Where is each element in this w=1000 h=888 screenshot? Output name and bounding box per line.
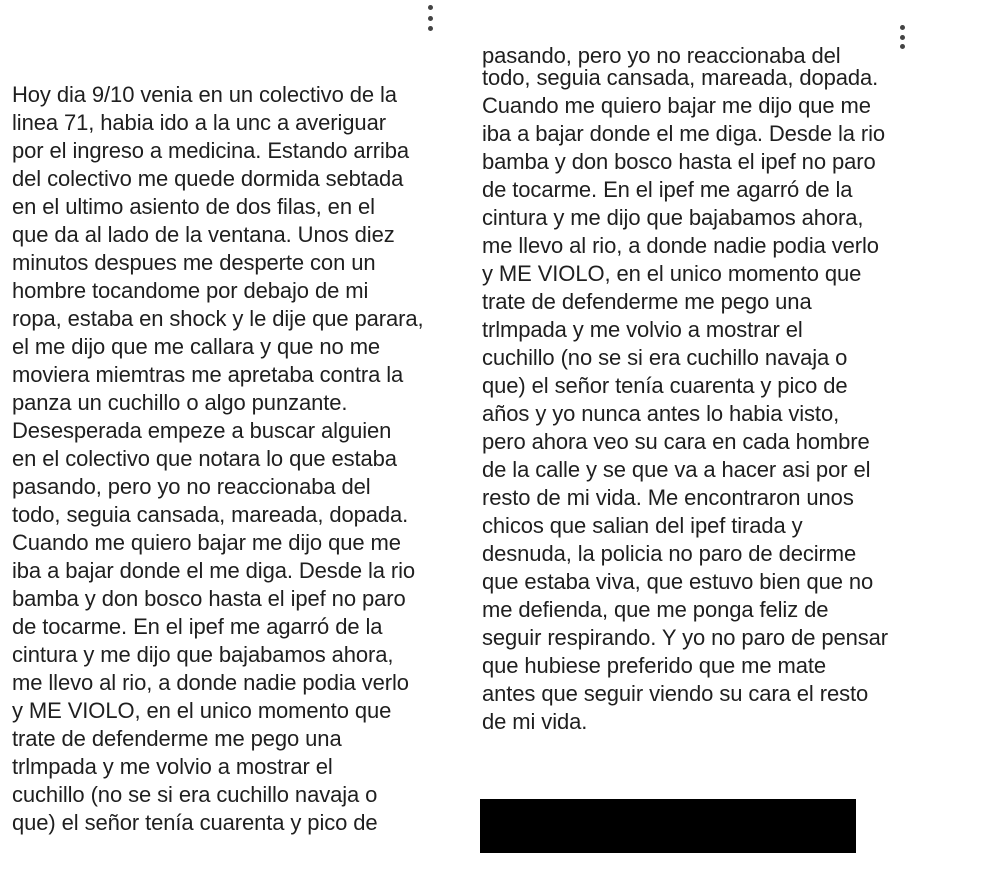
redaction-bar (480, 799, 856, 853)
text-line: resto de mi vida. Me encontraron unos (482, 485, 854, 510)
text-line: de tocarme. En el ipef me agarró de la (12, 614, 383, 639)
text-line: seguir respirando. Y yo no paro de pensar (482, 625, 889, 650)
text-line: todo, seguia cansada, mareada, dopada. (12, 502, 409, 527)
text-line: de mi vida. (482, 709, 588, 734)
text-line: linea 71, habia ido a la unc a averiguar (12, 110, 386, 135)
text-line: el me dijo que me callara y que no me (12, 334, 381, 359)
text-line: trlmpada y me volvio a mostrar el (482, 317, 803, 342)
screenshot-right (470, 0, 1000, 888)
text-line: por el ingreso a medicina. Estando arriba (12, 138, 410, 163)
more-vert-icon[interactable] (423, 5, 437, 31)
text-line: en el colectivo que notara lo que estaba (12, 446, 397, 471)
text-line: del colectivo me quede dormida sebtada (12, 166, 404, 191)
text-line: y ME VIOLO, en el unico momento que (12, 698, 392, 723)
text-line: pero ahora veo su cara en cada hombre (482, 429, 870, 454)
text-line: bamba y don bosco hasta el ipef no paro (12, 586, 406, 611)
text-line: hombre tocandome por debajo de mi (12, 278, 369, 303)
text-line: trlmpada y me volvio a mostrar el (12, 754, 333, 779)
text-line: panza un cuchillo o algo punzante. (12, 390, 348, 415)
text-line: cintura y me dijo que bajabamos ahora, (12, 642, 394, 667)
text-line: chicos que salian del ipef tirada y (482, 513, 803, 538)
text-line: Desesperada empeze a buscar alguien (12, 418, 392, 443)
text-line: que) el señor tenía cuarenta y pico de (12, 810, 378, 835)
text-line: ropa, estaba en shock y le dije que parara, (12, 306, 424, 331)
text-line: y ME VIOLO, en el unico momento que (482, 261, 862, 286)
text-line: moviera miemtras me apretaba contra la (12, 362, 404, 387)
text-line: desnuda, la policia no paro de decirme (482, 541, 857, 566)
message-text-right (482, 43, 982, 756)
text-line: Hoy dia 9/10 venia en un colectivo de la (12, 82, 397, 107)
text-line: me defienda, que me ponga feliz de (482, 597, 829, 622)
text-line: iba a bajar donde el me diga. Desde la rio (12, 558, 416, 583)
message-text-left (12, 81, 462, 835)
text-line: minutos despues me desperte con un (12, 250, 376, 275)
screenshot-left (0, 0, 470, 888)
text-line: que) el señor tenía cuarenta y pico de (482, 373, 848, 398)
text-line: en el ultimo asiento de dos filas, en el (12, 194, 375, 219)
text-line: de la calle y se que va a hacer asi por el (482, 457, 871, 482)
text-line: bamba y don bosco hasta el ipef no paro (482, 149, 876, 174)
text-line: todo, seguia cansada, mareada, dopada. (482, 65, 879, 90)
text-line: Cuando me quiero bajar me dijo que me (482, 93, 871, 118)
text-line: pasando, pero yo no reaccionaba del (12, 474, 371, 499)
text-line: Cuando me quiero bajar me dijo que me (12, 530, 401, 555)
text-line: me llevo al rio, a donde nadie podia verlo (12, 670, 409, 695)
text-line: cuchillo (no se si era cuchillo navaja o (12, 782, 378, 807)
text-line: años y yo nunca antes lo habia visto, (482, 401, 840, 426)
text-line: que da al lado de la ventana. Unos diez (12, 222, 395, 247)
text-line: trate de defenderme me pego una (12, 726, 342, 751)
text-line: trate de defenderme me pego una (482, 289, 812, 314)
text-line: que hubiese preferido que me mate (482, 653, 827, 678)
clipped-text-line: pasando, pero yo no reaccionaba del (482, 43, 841, 68)
text-line: me llevo al rio, a donde nadie podia verlo (482, 233, 879, 258)
text-line: que estaba viva, que estuvo bien que no (482, 569, 874, 594)
text-line: cintura y me dijo que bajabamos ahora, (482, 205, 864, 230)
text-line: de tocarme. En el ipef me agarró de la (482, 177, 853, 202)
text-line: iba a bajar donde el me diga. Desde la rio (482, 121, 886, 146)
text-line: cuchillo (no se si era cuchillo navaja o (482, 345, 848, 370)
text-line: antes que seguir viendo su cara el resto (482, 681, 869, 706)
